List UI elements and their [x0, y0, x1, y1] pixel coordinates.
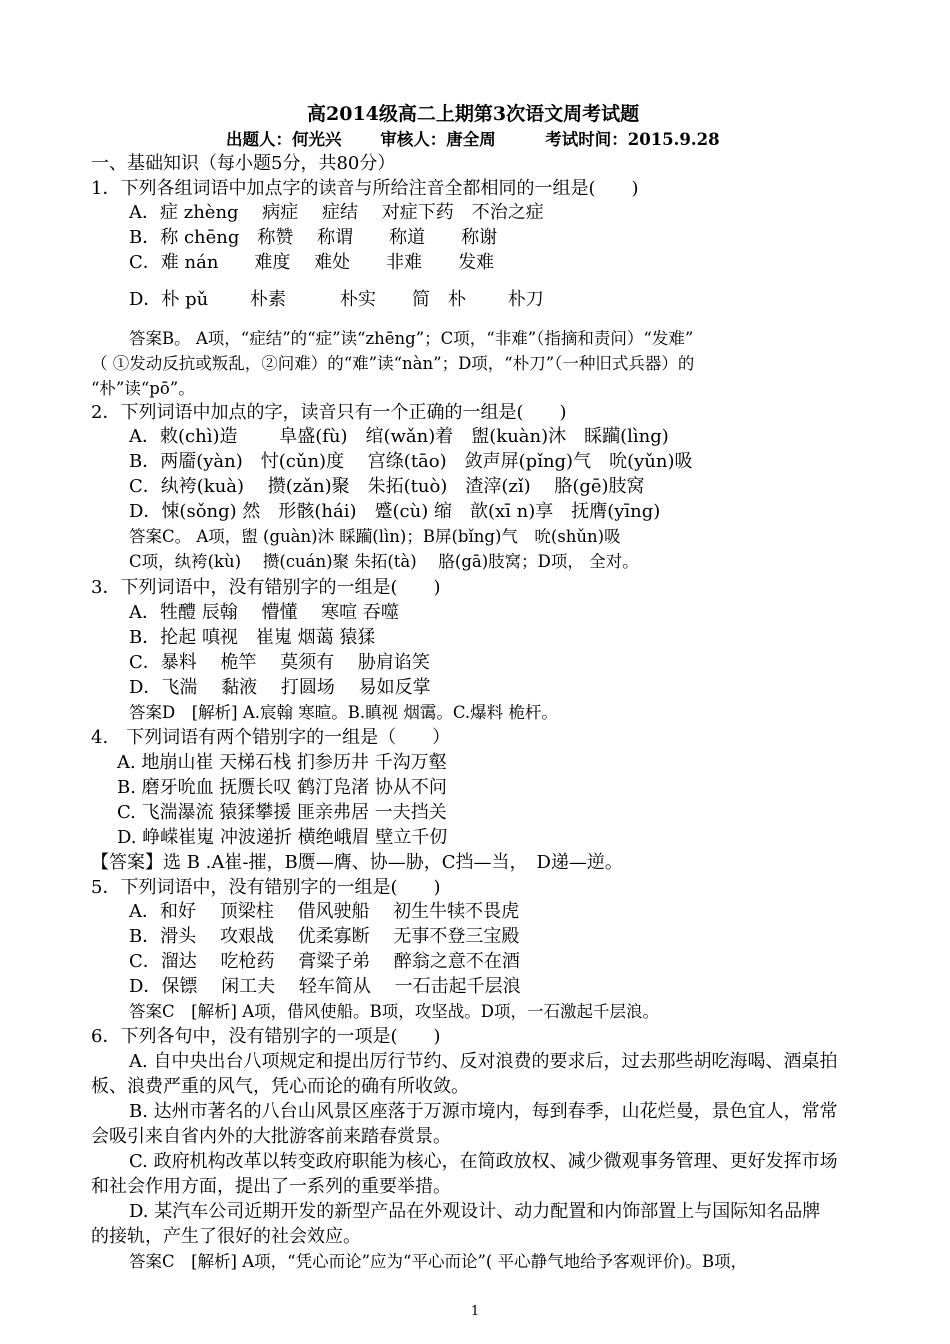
q6-stem: 6．下列各句中，没有错别字的一项是( ) — [91, 1026, 441, 1047]
q5-option-b: B．滑头 攻艰战 优柔寡断 无事不登三宝殿 — [129, 926, 520, 947]
q5-answer: 答案C [解析] A项，借风使船。B项，攻坚战。D项，一石激起千层浪。 — [129, 1002, 660, 1021]
page-number: 1 — [470, 1304, 480, 1319]
q4-option-d: D. 峥嵘崔嵬 冲波递折 横绝峨眉 壁立千仞 — [117, 827, 448, 848]
q4-stem: 4. 下列词语有两个错别字的一组是（ ） — [91, 727, 451, 748]
q5-option-c: C．溜达 吃枪药 膏粱子弟 醉翁之意不在酒 — [129, 951, 520, 972]
q1-option-b: B．称 chēng 称赞 称谓 称道 称谢 — [129, 227, 498, 248]
q6-option-c-line2: 和社会作用方面，提出了一系列的重要举措。 — [91, 1176, 451, 1197]
q4-option-a: A. 地崩山崔 天梯石栈 扪参历井 千沟万壑 — [117, 752, 447, 773]
q4-option-b: B. 磨牙吮血 抚赝长叹 鹤汀凫渚 协从不问 — [117, 777, 447, 798]
q1-option-c: C．难 nán 难度 难处 非难 发难 — [129, 252, 495, 273]
q5-stem: 5．下列词语中，没有错别字的一组是( ) — [91, 877, 441, 898]
q6-option-a-line2: 板、浪费严重的风气，凭心而论的确有所收敛。 — [91, 1076, 469, 1097]
q3-stem: 3．下列词语中，没有错别字的一组是( ) — [91, 577, 441, 598]
q1-answer-line2: （ ①发动反抗或叛乱，②问难）的“难”读“nàn”；D项，“朴刀”（一种旧式兵器）的 — [91, 354, 695, 373]
q3-option-d: D．飞湍 黏液 打圆场 易如反掌 — [129, 677, 431, 698]
q1-answer-line3: “朴”读“pō”。 — [91, 379, 195, 398]
q2-option-c: C．纨袴(kuà) 攒(zǎn)聚 朱拓(tuò) 渣滓(zǐ) 胳(gē)肢窝 — [129, 476, 645, 497]
q2-option-b: B．两靥(yàn) 忖(cǔn)度 宫绦(tāo) 敛声屏(pǐng)气 吮(yǔn)吸 — [129, 451, 693, 472]
page-title: 高2014级高二上期第3次语文周考试题 — [307, 103, 640, 125]
q6-option-d-line2: 的接轨，产生了很好的社会效应。 — [91, 1226, 361, 1247]
q6-option-a-line1: A. 自中央出台八项规定和提出厉行节约、反对浪费的要求后，过去那些胡吃海喝、酒桌拍 — [129, 1051, 838, 1072]
subtitle: 出题人：何光兴 审核人：唐全周 考试时间：2015.9.28 — [226, 130, 720, 149]
q3-option-b: B．抡起 嗔视 崔嵬 烟蔼 猿猱 — [129, 627, 376, 648]
q6-option-b-line2: 会吸引来自省内外的大批游客前来踏春赏景。 — [91, 1126, 451, 1147]
q2-option-a: A．敕(chì)造 阜盛(fù) 绾(wǎn)着 盥(kuàn)沐 睬躏(lìng) — [129, 426, 669, 447]
q5-option-a: A．和好 顶梁柱 借风驶船 初生牛犊不畏虎 — [129, 901, 520, 922]
section-heading: 一、基础知识（每小题5分，共80分） — [91, 153, 396, 174]
q4-option-c: C. 飞湍瀑流 猿猱攀援 匪亲弗居 一夫挡关 — [117, 802, 447, 823]
q1-option-d: D．朴 pǔ 朴素 朴实 简 朴 朴刀 — [129, 289, 544, 310]
q6-option-c-line1: C. 政府机构改革以转变政府职能为核心，在简政放权、减少微观事务管理、更好发挥市场 — [129, 1151, 838, 1172]
q3-option-a: A．牲醴 辰翰 懵懂 寒喧 吞噬 — [129, 602, 399, 623]
q1-option-a: A．症 zhèng 病症 症结 对症下药 不治之症 — [129, 202, 544, 223]
q1-stem: 1．下列各组词语中加点字的读音与所给注音全都相同的一组是( ) — [91, 178, 639, 199]
q3-option-c: C．暴料 桅竿 莫须有 胁肩谄笑 — [129, 652, 430, 673]
q5-option-d: D．保镖 闲工夫 轻车简从 一石击起千层浪 — [129, 976, 521, 997]
q1-answer-line1: 答案B。 A项，“症结”的“症”读“zhēng”；C项，“非难”（指摘和责问）“发难” — [129, 329, 694, 348]
q2-answer-line2: C项，纨袴(kù) 攒(cuán)聚 朱拓(tà) 胳(gā)肢窝；D项， 全对。 — [129, 552, 639, 571]
q6-answer: 答案C [解析] A项，“凭心而论”应为“平心而论”( 平心静气地给予客观评价)。B项， — [129, 1252, 748, 1271]
q4-answer: 【答案】选 B .A崔-摧，B赝—膺、协—胁，C挡—当， D递—逆。 — [91, 852, 623, 873]
q2-answer-line1: 答案C。 A项，盥 (guàn)沐 睬躏(lìn)；B屏(bǐng)气 吮(shǔn)吸 — [129, 527, 621, 546]
q3-answer: 答案D [解析] A.宸翰 寒暄。B.瞋视 烟霭。C.爆料 桅杆。 — [129, 703, 558, 722]
q6-option-b-line1: B. 达州市著名的八台山风景区座落于万源市境内，每到春季，山花烂曼，景色宜人，常常 — [129, 1101, 838, 1122]
q2-option-d: D．悚(sǒng) 然 形骸(hái) 蹙(cù) 缩 歆(xī n)享 抚膺(yīng) — [129, 501, 661, 522]
q2-stem: 2．下列词语中加点的字，读音只有一个正确的一组是( ) — [91, 402, 567, 423]
q6-option-d-line1: D. 某汽车公司近期开发的新型产品在外观设计、动力配置和内饰部置上与国际知名品牌 — [129, 1201, 821, 1222]
